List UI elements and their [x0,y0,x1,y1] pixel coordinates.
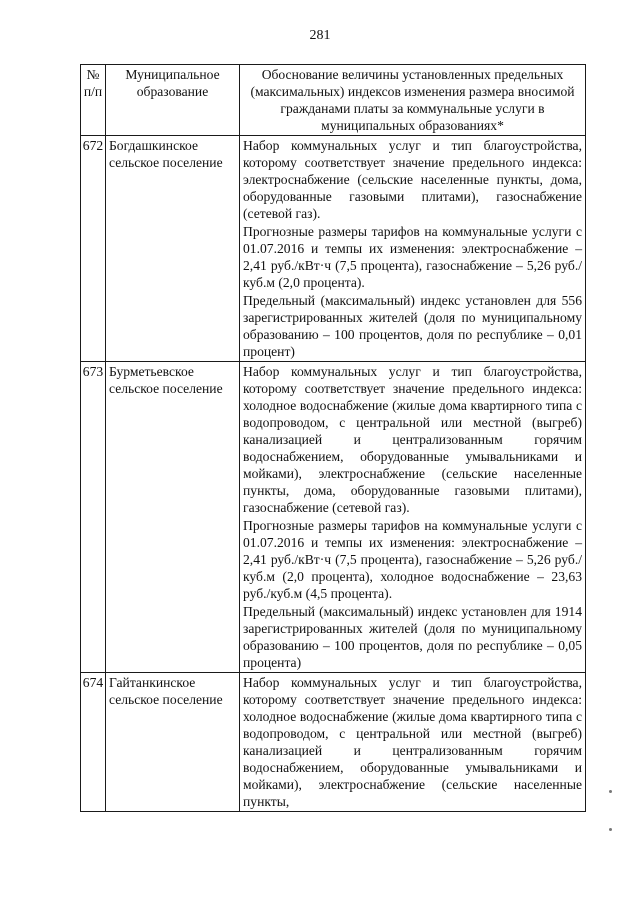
header-number: № п/п [81,65,106,136]
page-number: 281 [309,28,331,43]
table-row [81,362,586,673]
index-coverage-paragraph: Предельный (максимальный) индекс установлен для 1914 зарегистрированных жителей (доля по муниципальному образованию – 100 процентов, доля по республике – 0,05 процента) [243,604,582,670]
service-set-paragraph: Набор коммунальных услуг и тип благоустройства, которому соответствует значение предельного индекса: холодное водоснабжение (жилые дома квартирного типа с водопроводом, с центральной или местной (выгреб) канализацией и централизованным горячим водоснабжением, оборудованные умывальниками и мойками), электроснабжение (сельские населенные пункты, дома, оборудованные газовыми плитами), газоснабжение (сетевой газ). [243,364,582,515]
municipality-name: Гайтанкинское сельское поселение [106,673,240,812]
tariff-forecast-paragraph: Прогнозные размеры тарифов на коммунальные услуги с 01.07.2016 и темпы их изменения: электроснабжение – 2,41 руб./кВт·ч (7,5 процента), газоснабжение – 5,26 руб./куб.м (2,0 процента). [243,224,582,290]
table-row [81,673,586,812]
scan-dot [609,790,612,793]
table-header [81,65,586,136]
service-set-paragraph: Набор коммунальных услуг и тип благоустройства, которому соответствует значение предельного индекса: холодное водоснабжение (жилые дома квартирного типа с водопроводом, с центральной или местной (выгреб) канализацией и централизованным горячим водоснабжением, оборудованные умывальниками и мойками), электроснабжение (сельские населенные пункты, [243,675,582,809]
row-number: 673 [81,362,106,673]
scan-dot [609,828,612,831]
tariff-table [80,64,586,812]
justification-cell [240,136,586,362]
justification-cell [240,673,586,812]
index-coverage-paragraph: Предельный (максимальный) индекс установлен для 556 зарегистрированных жителей (доля по муниципальному образованию – 100 процентов, доля по республике – 0,01 процент) [243,293,582,359]
municipality-name: Богдашкинское сельское поселение [106,136,240,362]
header-municipality: Муниципальное образование [106,65,240,136]
row-number: 674 [81,673,106,812]
row-number: 672 [81,136,106,362]
justification-cell [240,362,586,673]
table-row [81,136,586,362]
header-justification: Обоснование величины установленных предельных (максимальных) индексов изменения размера вносимой гражданами платы за коммунальные услуги в муниципальных образованиях* [240,65,586,136]
municipality-name: Бурметьевское сельское поселение [106,362,240,673]
service-set-paragraph: Набор коммунальных услуг и тип благоустройства, которому соответствует значение предельного индекса: электроснабжение (сельские населенные пункты, дома, оборудованные газовыми плитами), газоснабжение (сетевой газ). [243,138,582,221]
tariff-forecast-paragraph: Прогнозные размеры тарифов на коммунальные услуги с 01.07.2016 и темпы их изменения: электроснабжение – 2,41 руб./кВт·ч (7,5 процента), газоснабжение – 5,26 руб./куб.м (2,0 процента), холодное водоснабжение – 23,63 руб./куб.м (4,5 процента). [243,518,582,601]
